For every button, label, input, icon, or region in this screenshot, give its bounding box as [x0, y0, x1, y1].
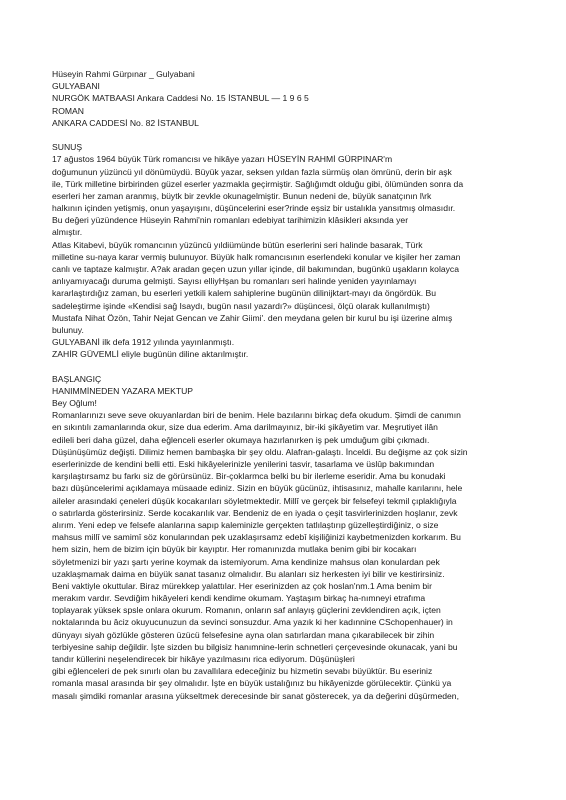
- text-line: milletine su-naya karar vermiş bulunuyor. Büyük halk romancısının eserlendeki konular ve kişiler her zaman: [52, 251, 461, 262]
- text-line: Bu değeri yüzündence Hüseyin Rahmi'nin romanları edebiyat tarihimizin klâsikleri aksında yer: [52, 215, 409, 226]
- text-line: ZAHİR GÜVEMLİ eliyle bugünün diline aktarılmıştır.: [52, 349, 249, 360]
- document-page: [52, 68, 532, 702]
- text-line: eserlerinizde de kendini belli etti. Eski hikâyelerinizle yenilerini tasvir, tasarlama ve üslûp bakımından: [52, 459, 435, 469]
- header-line: NURGÖK MATBAASI Ankara Caddesi No. 15 İSTANBUL — 1 9 6 5: [52, 93, 309, 104]
- text-line: ile, Türk milletine birbirinden güzel eserler yazmakla geçirmiştir. Sağlığımdt olduğu gibi, ölümünden sonra da: [52, 178, 464, 189]
- text-line: uzaklaşmamak daima en büyük sanat tasanız olmalıdır. Bu alanları siz herkesten iyi bilir ve kestirirsiniz.: [52, 568, 445, 579]
- header-block: [52, 68, 532, 129]
- text-line: dünyayı siyah gözlükle gösteren üzücü felsefesine ayna olan satırlardan mana çıkarabilecek bir zihin: [52, 629, 435, 640]
- text-line: merakım vardır. Sevdiğim hikâyeleri kendi kendime okumam. Yaştaşım birkaç ha-nımneyi etrafıma: [52, 593, 426, 604]
- text-line: karşılaştırsamz bu farkı siz de görürsünüz. Bir-çoklarmca belki bu bir ilerleme eseridir. Ama bu konudaki: [52, 471, 446, 482]
- text-line: romanla masal arasında bir şey olmalıdır. İşte en büyük ustalığınız bu hikâyenizde görülecektir. Çünkü ya: [52, 678, 452, 689]
- header-line: ROMAN: [52, 105, 84, 116]
- header-line: ANKARA CADDESİ No. 82 İSTANBUL: [52, 117, 199, 128]
- text-line: bazı düşüncelerimi açıklamaya müsaade ediniz. Sizin en büyük gücünüz, ihtisasınız, mahalle karılarını, hele: [52, 483, 463, 494]
- section-heading-sunus: SUNUŞ: [52, 142, 83, 153]
- text-line: Beni vaktiyle okuttular. Biraz mürekkep yalattılar. Her eserinizden az çok hoslan'nm.1 Ama benim bir: [52, 580, 432, 591]
- header-line: GULYABANI: [52, 81, 100, 92]
- text-line: bulunuy.: [52, 324, 84, 335]
- text-line: noktalarında bu âciz okuyucunuzun da sevinci sonsuzdur. Ama yazık ki her kadınnine CSchopenhauer) in: [52, 617, 453, 628]
- text-line: Atlas Kitabevi, büyük romancının yüzüncü yıldiümünde bütün eserlerini seri halinde basarak, Türk: [52, 239, 423, 250]
- text-line: GULYABANİ ilk defa 1912 yılında yayınlanmıştı.: [52, 337, 235, 348]
- text-line: tandır küllerini neşelendirecek bir hikâye yazılmasını rica ediyorum. Düşünüşleri: [52, 654, 355, 664]
- text-line: almıştır.: [52, 227, 83, 238]
- text-line: hem sizin, hem de bizim için büyük bir kayıptır. Her romanınızda mutlaka benim gibi bir kocakarı: [52, 544, 417, 555]
- text-line: anlıyamıyacağı duruma gelmişti. Sayısı elliyHşan bu romanları seri halinde yeniden yayınlamayı: [52, 276, 417, 287]
- section-heading-baslangic: BAŞLANGIÇ: [52, 373, 102, 384]
- text-line: doğumunun yüzüncü yıl dönümüydü. Büyük yazar, seksen yıldan fazla sürmüş olan ömrünü, derin bir aşk: [52, 166, 452, 177]
- text-line: sadeleştirme işinde «Kendisi sağ Isaydı, bugün nasıl yazardı?» düşüncesi, ölçü olarak kullanılmıştı): [52, 300, 430, 311]
- text-line: kararlaştırdığız zaman, bu eserleri yetkili kalem sahiplerine bugünün dilinijktart-mayı da öngördük. Bu: [52, 288, 437, 299]
- text-line: halkının içinden yetişmiş, onun yaşayışını, düşüncelerini eser?rinde eşsiz bir ustalıkla yansıtmış olmasıdır.: [52, 203, 456, 214]
- text-line: en sıkıntılı zamanlarında okur, size dua ederim. Ama darilmayınız, bir-iki şikâyetim var. Meşrutiyet ilân: [52, 422, 438, 433]
- text-line: söyletmenizi bir yazı şartı yerine koymak da istemiyorum. Ama kendinize mahsus olan konulardan pek: [52, 556, 440, 567]
- text-line: 17 ağustos 1964 büyük Türk romancısı ve hikâye yazarı HÜSEYİN RAHMİ GÜRPINAR'm: [52, 154, 393, 165]
- text-line: Romanlarınızı seve seve okuyanlardan biri de benim. Hele bazılarını birkaç defa okudum. Şimdi de canımın: [52, 410, 461, 421]
- text-line: aileler arasındaki çeneleri düşük kocakarıları söyletmektedir. Millî ve gerçek bir felsefeyi tekmil çıplaklığıyla: [52, 495, 457, 506]
- text-line: alırım. Yeni edep ve felsefe alanlarına sapıp kaleminizle gerçekten tatlılaştırıp güzelleştirdiğiniz, o size: [52, 519, 439, 530]
- text-line: gibi eğlenceleri de pek sınırlı olan bu zavallılara edeceğiniz bu hizmetin sevabı büyüktür. Bu eseriniz: [52, 666, 433, 677]
- text-line: eserleri her zaman aranmış, büytk bir zevkle okunagelmiştir. Bunun nedeni de, büyük sanatçının l\rk: [52, 190, 432, 201]
- text-line: terbiyesine sahip değildir. İşte sizden bu bilgisiz hanımnine-lerin schnetleri çerçevesinde okunacak, yani bu: [52, 641, 458, 652]
- letter-title: HANIMMİNEDEN YAZARA MEKTUP: [52, 385, 194, 396]
- text-line: edileli beri daha güzel, daha eğlenceli eserler okumaya hazırlanırken iş pek umduğum gibi çıkmadı.: [52, 434, 430, 445]
- sunus-paragraph: [52, 153, 532, 360]
- text-line: toplayarak yüksek spsle onlara okurum. Romanın, onların saf anlayış güçlerini zevklendiren açık, içten: [52, 605, 441, 616]
- header-line: Hüseyin Rahmi Gürpınar _ Gulyabani: [52, 69, 195, 79]
- letter-body: [52, 409, 532, 702]
- letter-greeting: Bey Oğlum!: [52, 398, 97, 409]
- text-line: canlı ve taptaze kalmıştır. A?ak aradan geçen uzun yıllar içinde, dil bakımından, bugünkü uşakların kolayca: [52, 264, 460, 274]
- text-line: mahsus millî ve samimî söz konularından pek uzaklaşırsamz edebî kişiliğinizi kaybetmenizden korkarım. Bu: [52, 532, 461, 543]
- text-line: Düşünüşümüz değişti. Dilimiz hemen bambaşka bir şey oldu. Alafran-galaştı. İnceldi. Bu değişme az çok sizin: [52, 446, 468, 457]
- text-line: Mustafa Nihat Özön, Tahir Nejat Gencan ve Zahir Giimi'. den meydana gelen bir kurul bu işi üzerine almış: [52, 312, 453, 323]
- text-line: o satırlarda gösterirsiniz. Serde kocakarılık var. Bendeniz de en iyada o çeşit tasvirlerinizden hoşlanır, zevk: [52, 507, 458, 518]
- text-line: masalı şimdiki romanlar arasına yükseltmek derecesinde bir sanat gösterecek, ya da değerini düşürmeden,: [52, 690, 459, 701]
